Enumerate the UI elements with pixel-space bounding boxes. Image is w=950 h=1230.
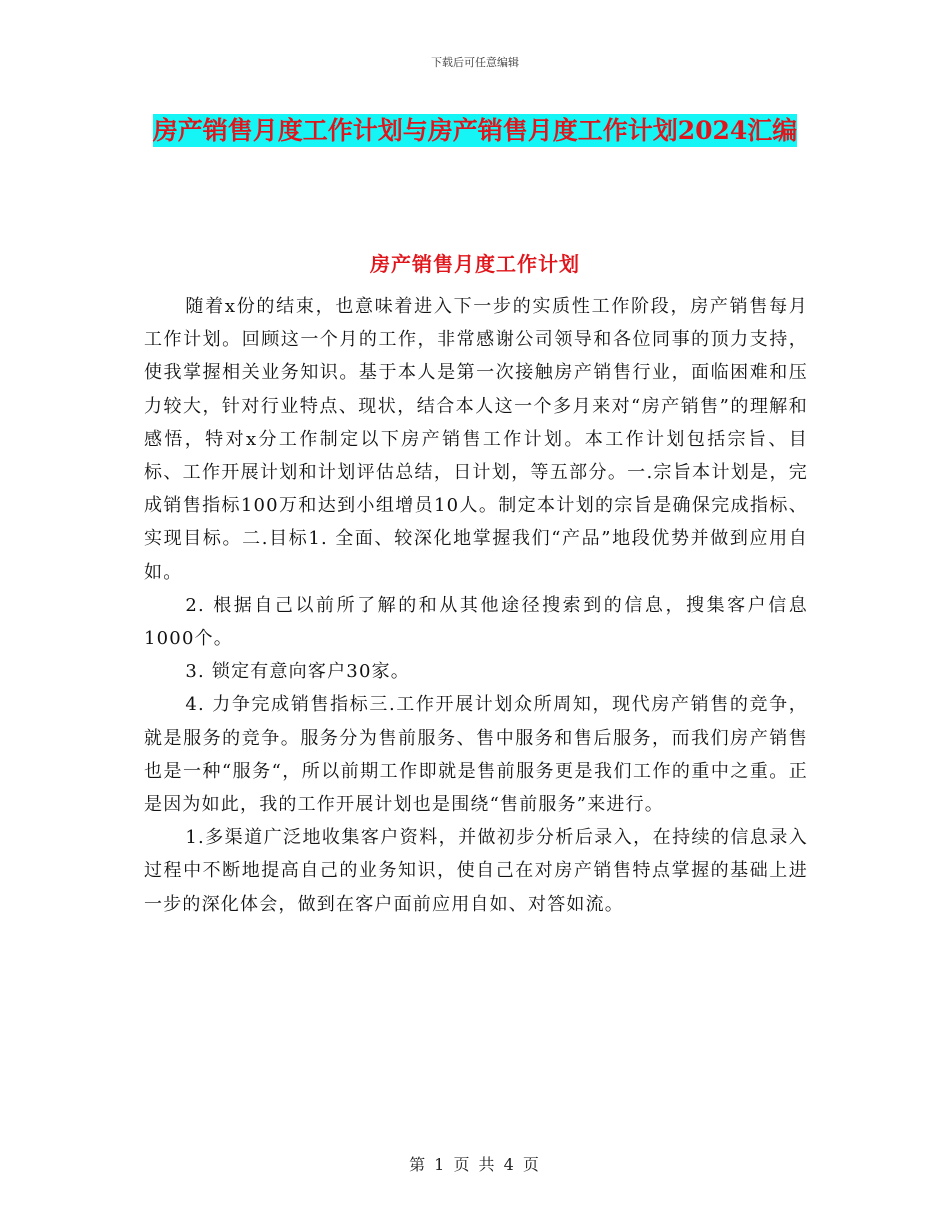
body-paragraph: 2. 根据自己以前所了解的和从其他途径搜索到的信息，搜集客户信息1000个。: [144, 594, 808, 650]
body-paragraph: 随着x份的结束，也意味着进入下一步的实质性工作阶段，房产销售每月工作计划。回顾这一个月的工作，非常感谢公司领导和各位同事的顶力支持，使我掌握相关业务知识。基于本人是第一次接触房产销售行业，面临困难和压力较大，针对行业特点、现状，结合本人这一个多月来对“房产销售”的理解和感悟，特对x分工作制定以下房产销售工作计划。本工作计划包括宗旨、目标、工作开展计划和计划评估总结，日计划，等五部分。一.宗旨本计划是，完成销售指标100万和达到小组增员10人。制定本计划的宗旨是确保完成指标、实现目标。二.目标1. 全面、较深化地掌握我们“产品”地段优势并做到应用自如。: [144, 296, 808, 583]
document-body: [144, 290, 808, 921]
document-title: [150, 108, 800, 154]
document-title-text: 房产销售月度工作计划与房产销售月度工作计划2024汇编: [152, 116, 798, 145]
body-paragraph: 4. 力争完成销售指标三.工作开展计划众所周知，现代房产销售的竞争，就是服务的竞争。服务分为售前服务、售中服务和售后服务，而我们房产销售也是一种“服务“，所以前期工作即就是售前服务更是我们工作的重中之重。正是因为如此，我的工作开展计划也是围绕“售前服务”来进行。: [144, 694, 808, 816]
body-paragraph: 3. 锁定有意向客户30家。: [185, 661, 410, 683]
section-title: 房产销售月度工作计划: [370, 252, 580, 276]
header-note: 下载后可任意编辑: [431, 56, 519, 69]
body-paragraph: 1.多渠道广泛地收集客户资料，并做初步分析后录入，在持续的信息录入过程中不断地提高自己的业务知识，使自己在对房产销售特点掌握的基础上进一步的深化体会，做到在客户面前应用自如、对答如流。: [144, 827, 808, 915]
page-number: 第 1 页 共 4 页: [409, 1155, 541, 1174]
